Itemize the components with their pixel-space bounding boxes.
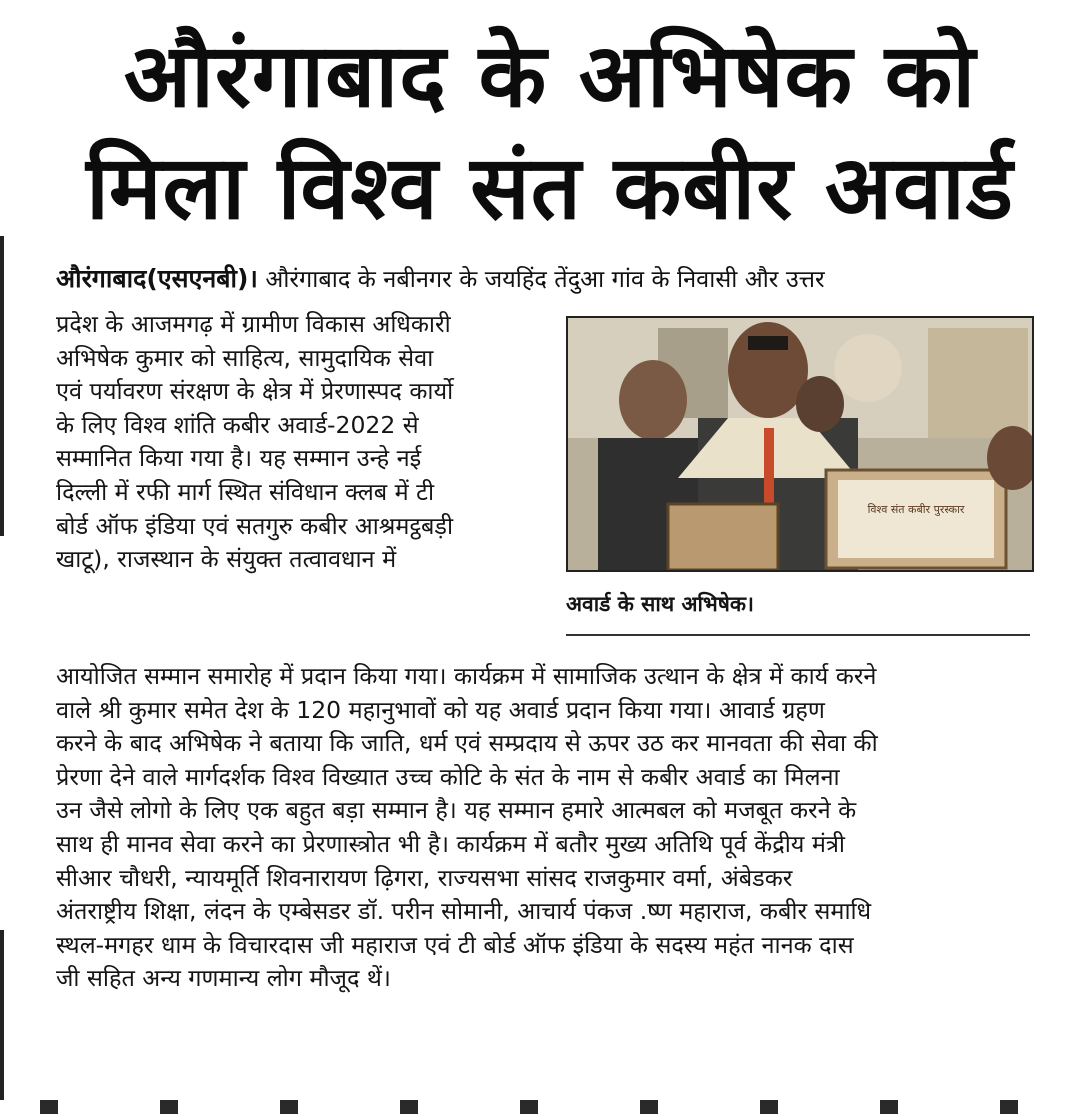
text-line: साथ ही मानव सेवा करने का प्रेरणास्त्रोत भी है। कार्यक्रम में बतौर मुख्य अतिथि पूर्व केंद्रीय मंत्री xyxy=(56,829,846,858)
text-line: के लिए विश्व शांति कबीर अवार्ड-2022 से xyxy=(56,410,419,439)
text-line: उन जैसे लोगो के लिए एक बहुत बड़ा सम्मान है। यह सम्मान हमारे आत्मबल को मजबूत करने के xyxy=(56,796,857,825)
certificate-text: विश्व संत कबीर पुरस्कार xyxy=(867,503,965,516)
full-width-text xyxy=(56,660,1028,996)
text-line: आयोजित सम्मान समारोह में प्रदान किया गया। कार्यक्रम में सामाजिक उत्थान के क्षेत्र में कार्य करने xyxy=(56,662,877,690)
caption-divider xyxy=(566,634,1030,636)
photo-illustration xyxy=(568,318,1032,570)
text-line: प्रेरणा देने वाले मार्गदर्शक विश्व विख्यात उच्च कोटि के संत के नाम से कबीर अवार्ड का मिलना xyxy=(56,762,840,791)
text-line: एवं पर्यावरण संरक्षण के क्षेत्र में प्रेरणास्पद कार्यो xyxy=(56,377,454,406)
text-line: स्थल-मगहर धाम के विचारदास जी महाराज एवं टी बोर्ड ऑफ इंडिया के सदस्य महंत नानक दास xyxy=(56,930,854,959)
first-line-text: औरंगाबाद के नबीनगर के जयहिंद तेंदुआ गांव के निवासी और उत्तर xyxy=(257,265,825,293)
text-line: वाले श्री कुमार समेत देश के 120 महानुभावों को यह अवार्ड प्रदान किया गया। आवार्ड ग्रहण xyxy=(56,695,825,724)
text-line: सीआर चौधरी, न्यायमूर्ति शिवनारायण ढ़िगरा, राज्यसभा सांसद राजकुमार वर्मा, अंबेडकर xyxy=(56,863,793,892)
text-line: दिल्ली में रफी मार्ग स्थित संविधान क्लब में टी xyxy=(56,477,435,506)
text-line: प्रदेश के आजमगढ़ में ग्रामीण विकास अधिकारी xyxy=(56,310,451,338)
page-edge-marks xyxy=(0,0,8,1114)
article-first-line xyxy=(56,262,1036,296)
text-line: सम्मानित किया गया है। यह सम्मान उन्हे नई xyxy=(56,444,422,473)
next-article-cut-edge xyxy=(0,1100,1080,1114)
news-photo xyxy=(566,316,1034,572)
photo-caption: अवार्ड के साथ अभिषेक। xyxy=(566,592,754,616)
text-line: बोर्ड ऑफ इंडिया एवं सतगुरु कबीर आश्रमट्ठबड़ी xyxy=(56,511,454,540)
headline xyxy=(40,20,1060,244)
left-column-text xyxy=(56,308,534,577)
text-line: करने के बाद अभिषेक ने बताया कि जाति, धर्म एवं सम्प्रदाय से ऊपर उठ कर मानवता की सेवा की xyxy=(56,729,878,758)
headline-line-2: मिला विश्व संत कबीर अवार्ड xyxy=(86,136,1014,239)
text-line: अभिषेक कुमार को साहित्य, सामुदायिक सेवा xyxy=(56,343,434,372)
text-line: जी सहित अन्य गणमान्य लोग मौजूद थें। xyxy=(56,964,391,993)
headline-line-1: औरंगाबाद के अभिषेक को xyxy=(123,24,977,127)
text-line: अंतराष्ट्रीय शिक्षा, लंदन के एम्बेसडर डॉ. परीन सोमानी, आचार्य पंकज .ष्ण महाराज, कबीर समाधि xyxy=(56,897,872,926)
text-line: खाटू), राजस्थान के संयुक्त तत्वावधान में xyxy=(56,545,397,574)
dateline: औरंगाबाद(एसएनबी)। xyxy=(56,264,258,293)
